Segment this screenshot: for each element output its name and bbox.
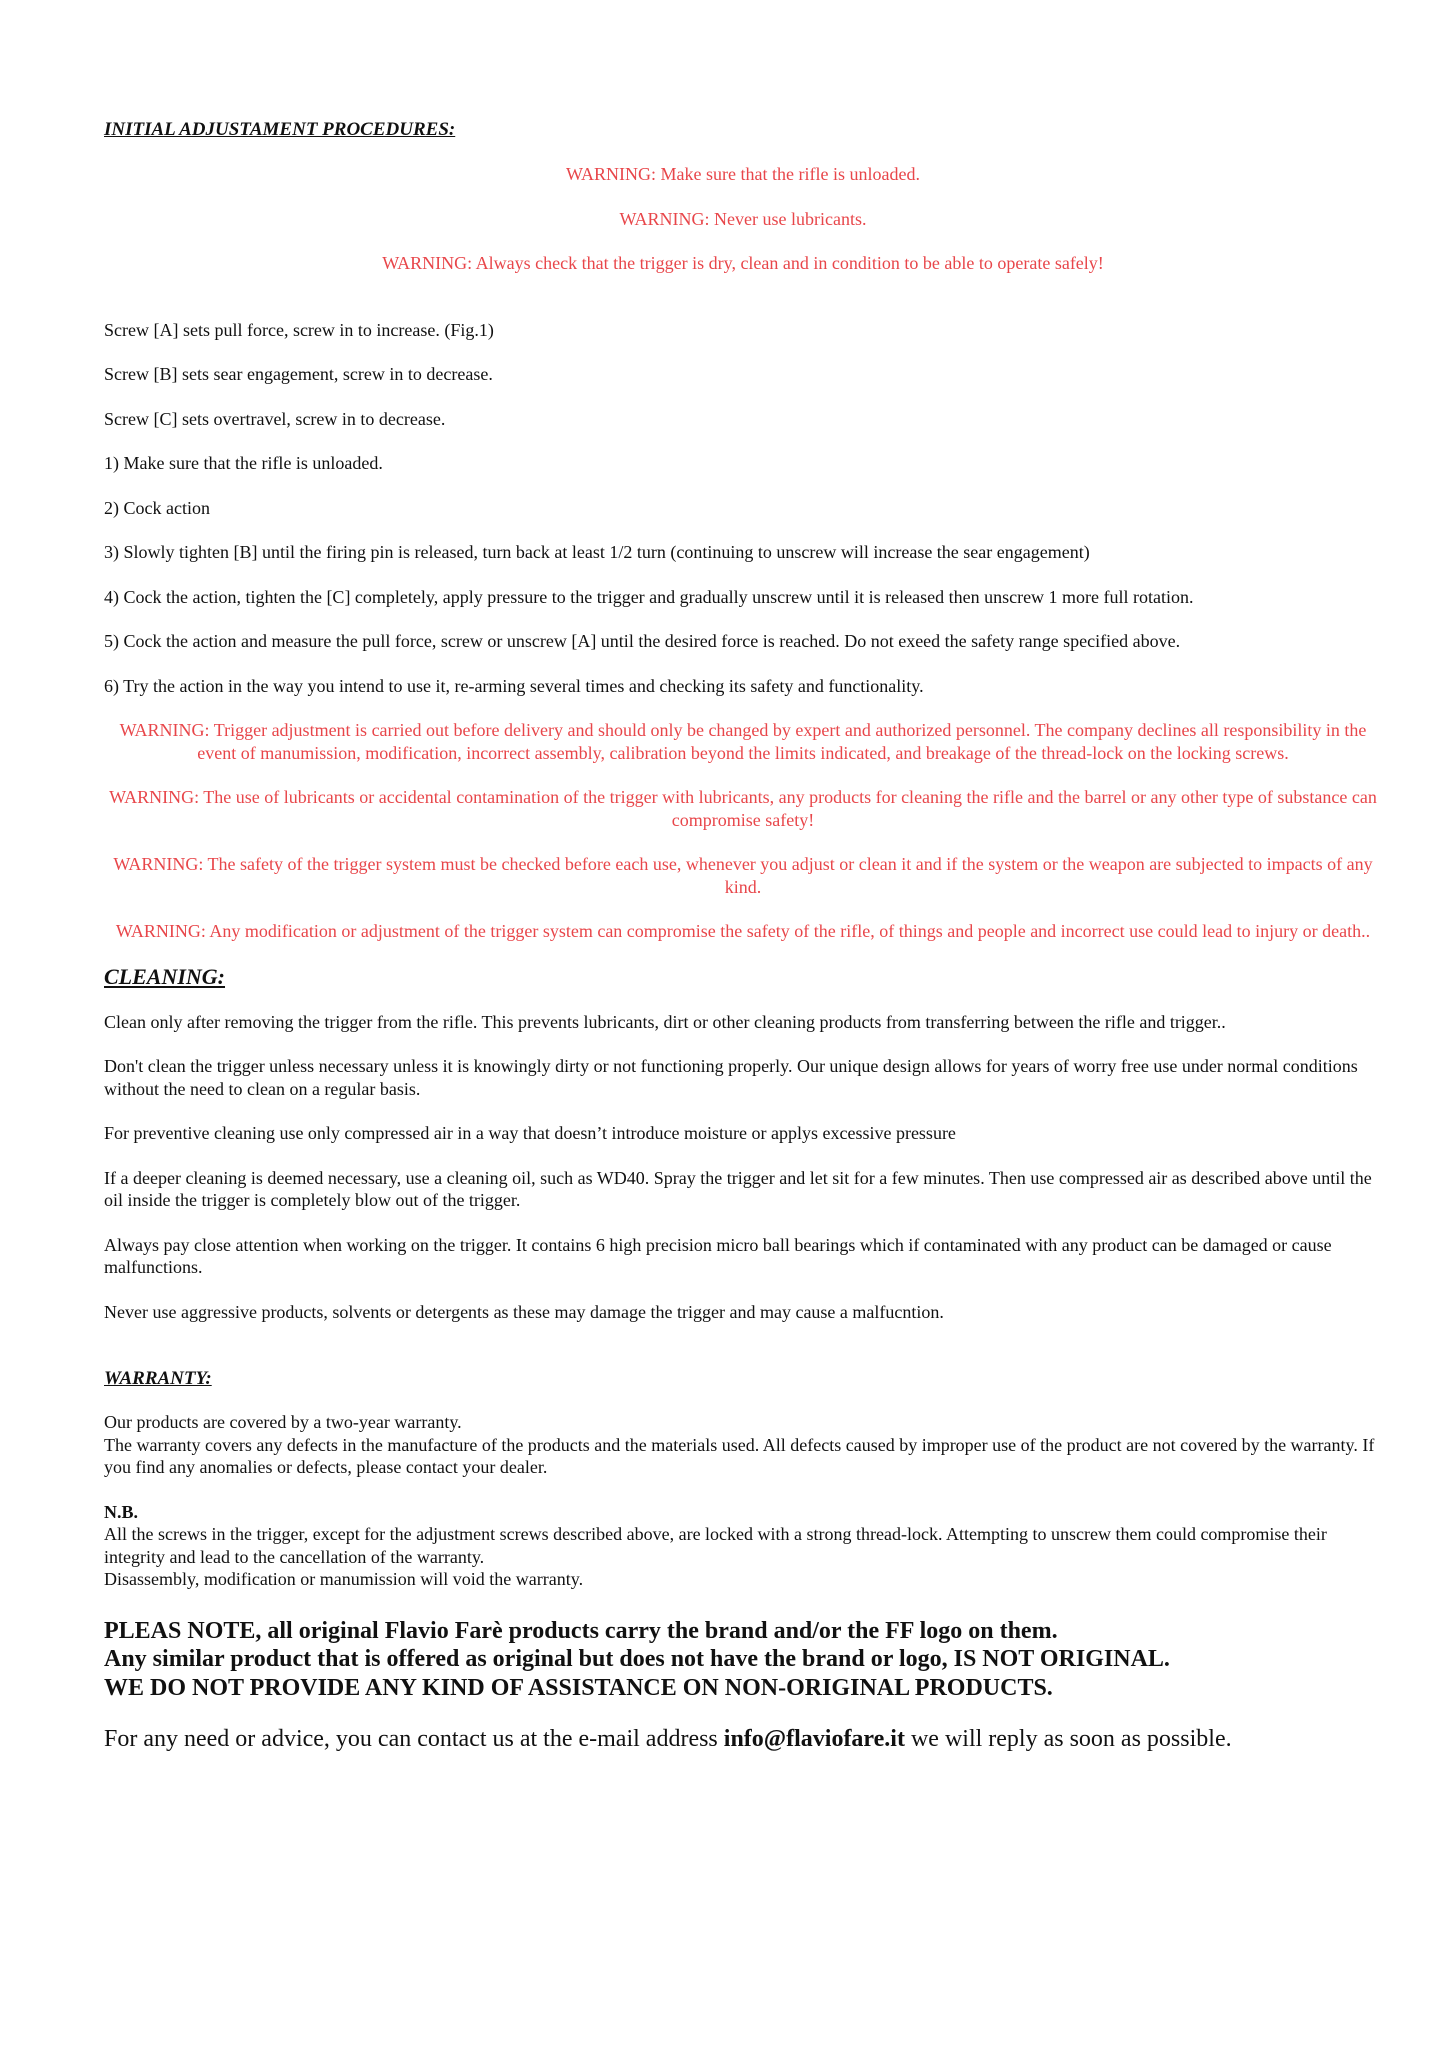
warning-safety-check: WARNING: The safety of the trigger system must be checked before each use, whenever you adjust or clean it and if the system or the weapon are subjected to impacts of any kind. xyxy=(113,854,1373,897)
warranty-line-2: The warranty covers any defects in the manufacture of the products and the materials used. All defects caused by improper use of the product are not covered by the warranty. If you find any anomalies or defects, please contact your dealer. xyxy=(104,1434,1375,1477)
warranty-heading: WARRANTY: xyxy=(104,1368,212,1389)
step-4: 4) Cock the action, tighten the [C] completely, apply pressure to the trigger and gradually unscrew until it is released then unscrew 1 more full rotation. xyxy=(104,586,1194,607)
nb-line-2: Disassembly, modification or manumission will void the warranty. xyxy=(104,1569,584,1589)
contact-line xyxy=(104,1724,1382,1754)
nb-line-1: All the screws in the trigger, except for the adjustment screws described above, are locked with a strong thread-lock. Attempting to unscrew them could compromise their integrity and lead to the cancellation of the warranty. xyxy=(104,1524,1327,1567)
original-products-notice xyxy=(104,1617,1382,1703)
warranty-line-1: Our products are covered by a two-year warranty. xyxy=(104,1412,462,1432)
screw-a-text: Screw [A] sets pull force, screw in to increase. (Fig.1) xyxy=(104,319,494,340)
cleaning-paragraph-2: Don't clean the trigger unless necessary unless it is knowingly dirty or not functioning properly. Our unique design allows for years of worry free use under normal conditions without the need to clean on a regular basis. xyxy=(104,1056,1358,1099)
warning-modification: WARNING: Any modification or adjustment of the trigger system can compromise the safety of the rifle, of things and people and incorrect use could lead to injury or death.. xyxy=(115,921,1371,941)
step-6: 6) Try the action in the way you intend to use it, re-arming several times and checking its safety and functionality. xyxy=(104,675,924,696)
notice-line-2: Any similar product that is offered as original but does not have the brand or logo, IS NOT ORIGINAL. xyxy=(104,1646,1170,1672)
warranty-text xyxy=(104,1411,1382,1479)
adjustment-heading: INITIAL ADJUSTAMENT PROCEDURES: xyxy=(104,119,456,140)
cleaning-paragraph-6: Never use aggressive products, solvents or detergents as these may damage the trigger and may cause a malfucntion. xyxy=(104,1301,944,1322)
cleaning-paragraph-5: Always pay close attention when working on the trigger. It contains 6 high precision micro ball bearings which if contaminated with any product can be damaged or cause malfunctions. xyxy=(104,1234,1332,1277)
warning-lubricant-contamination: WARNING: The use of lubricants or accidental contamination of the trigger with lubricants, any products for cleaning the rifle and the barrel or any other type of substance can compromise safety! xyxy=(109,787,1377,830)
notice-line-3: WE DO NOT PROVIDE ANY KIND OF ASSISTANCE ON NON-ORIGINAL PRODUCTS. xyxy=(104,1674,1053,1701)
cleaning-paragraph-4: If a deeper cleaning is deemed necessary, use a cleaning oil, such as WD40. Spray the trigger and let sit for a few minutes. Then use compressed air as described above until the oil inside the trigger is completely blow out of the trigger. xyxy=(104,1167,1372,1210)
notice-line-1: PLEAS NOTE, all original Flavio Farè products carry the brand and/or the FF logo on them. xyxy=(104,1617,1058,1644)
document-content xyxy=(104,118,1382,1754)
screw-c-text: Screw [C] sets overtravel, screw in to decrease. xyxy=(104,408,446,429)
step-3: 3) Slowly tighten [B] until the firing pin is released, turn back at least 1/2 turn (continuing to unscrew will increase the sear engagement) xyxy=(104,542,1090,562)
contact-prefix: For any need or advice, you can contact us at the e-mail address xyxy=(104,1726,718,1752)
cleaning-heading: CLEANING: xyxy=(104,963,226,989)
contact-email: info@flaviofare.it xyxy=(723,1726,905,1752)
nb-block xyxy=(104,1501,1382,1591)
step-5: 5) Cock the action and measure the pull force, screw or unscrew [A] until the desired force is reached. Do not exeed the safety range specified above. xyxy=(104,631,1181,651)
nb-label: N.B. xyxy=(104,1501,139,1522)
contact-suffix: we will reply as soon as possible. xyxy=(910,1726,1232,1752)
warning-lubricants: WARNING: Never use lubricants. xyxy=(619,208,867,229)
cleaning-paragraph-1: Clean only after removing the trigger from the rifle. This prevents lubricants, dirt or other cleaning products from transferring between the rifle and trigger.. xyxy=(104,1011,1226,1032)
step-1: 1) Make sure that the rifle is unloaded. xyxy=(104,453,383,473)
screw-b-text: Screw [B] sets sear engagement, screw in to decrease. xyxy=(104,364,493,384)
step-2: 2) Cock action xyxy=(104,497,210,518)
cleaning-paragraph-3: For preventive cleaning use only compressed air in a way that doesn’t introduce moisture or applys excessive pressure xyxy=(104,1123,956,1143)
warning-adjustment-responsibility: WARNING: Trigger adjustment is carried out before delivery and should only be changed by expert and authorized personnel. The company declines all responsibility in the event of manumission, modification, incorrect assembly, calibration beyond the limits indicated, and breakage of the thread-lock on the locking screws. xyxy=(119,720,1367,763)
warning-unloaded: WARNING: Make sure that the rifle is unloaded. xyxy=(566,164,920,184)
warning-check-trigger: WARNING: Always check that the trigger is dry, clean and in condition to be able to operate safely! xyxy=(382,253,1104,273)
